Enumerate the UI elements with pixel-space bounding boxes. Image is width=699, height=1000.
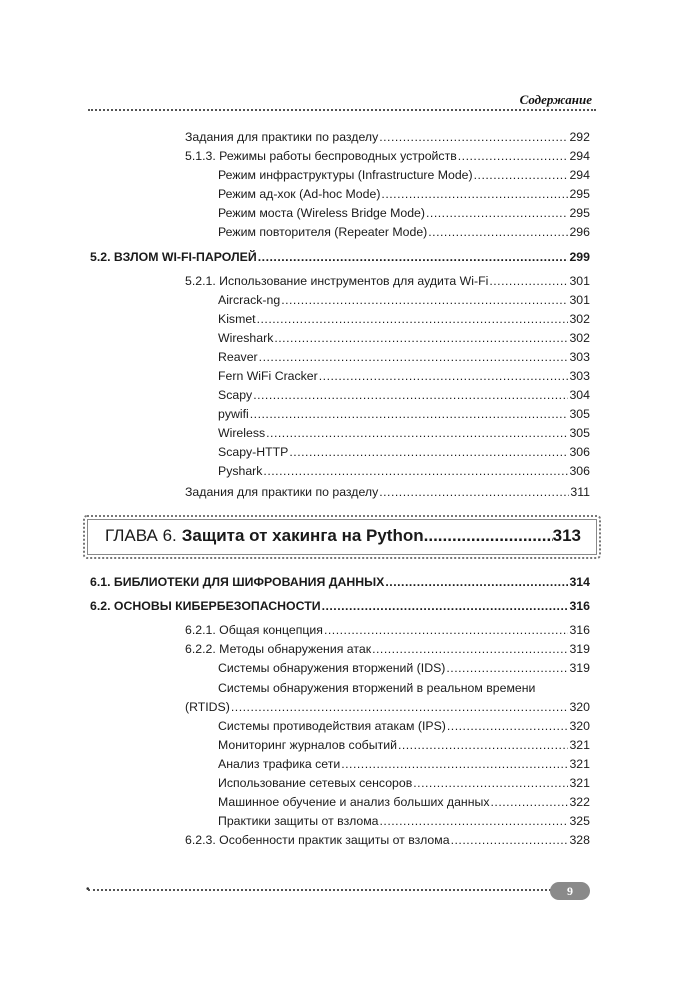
toc-entry-page: 316 [569,623,590,637]
toc-entry[interactable] [185,147,590,166]
header-divider [88,109,596,111]
toc-dot-leader [372,640,568,659]
toc-entry-page: 306 [569,445,590,459]
toc-dot-leader [266,424,568,443]
toc-entry-page: 320 [569,719,590,733]
toc-entry-page: 301 [569,293,590,307]
toc-entry-label: 6.2.1. Общая концепция [185,623,323,637]
toc-entry[interactable] [90,573,590,592]
toc-dot-leader [413,774,568,793]
toc-entry-label: Wireless [218,426,266,440]
toc-entry[interactable] [218,166,590,185]
toc-entry-label: Системы обнаружения вторжений (IDS) [218,661,446,675]
footer-divider [88,889,551,891]
toc-dot-leader [385,573,568,592]
toc-entry-label: Практики защиты от взлома [218,814,379,828]
toc-entry[interactable] [185,272,590,291]
toc-entry[interactable] [218,812,590,831]
toc-entry-page: 320 [569,700,590,714]
toc-entry-label: pywifi [218,407,249,421]
toc-entry-label: Pyshark [218,464,263,478]
toc-entry-label: Scapy-HTTP [218,445,289,459]
toc-entry[interactable] [218,443,590,462]
toc-entry-label: Использование сетевых сенсоров [218,776,413,790]
toc-entry-label: Режим инфраструктуры (Infrastructure Mode) [218,168,473,182]
toc-entry-label: Wireshark [218,331,274,345]
toc-entry-label: Reaver [218,350,258,364]
toc-entry-page: 301 [569,274,590,288]
toc-entry-page: 319 [569,642,590,656]
toc-dot-leader [250,405,569,424]
toc-entry[interactable] [218,204,590,223]
toc-entry-label: 6.1. БИБЛИОТЕКИ ДЛЯ ШИФРОВАНИЯ ДАННЫХ [90,575,385,589]
toc-entry[interactable] [90,597,590,616]
toc-entry-label: Мониторинг журналов событий [218,738,397,752]
toc-entry-page: 305 [569,426,590,440]
toc-entry-page: 302 [569,312,590,326]
toc-entry[interactable] [185,698,590,717]
toc-entry[interactable] [185,483,590,502]
page-number-badge: 9 [550,882,590,900]
toc-entry-label: Fern WiFi Cracker [218,369,318,383]
toc-dot-leader [426,204,568,223]
chapter-dot-leader [424,526,553,546]
toc-entry-page: 296 [569,225,590,239]
toc-entry-label: Задания для практики по разделу [185,485,379,499]
toc-dot-leader [428,223,568,242]
toc-entry[interactable] [185,640,590,659]
toc-entry-label: 5.2. ВЗЛОМ WI-FI-ПАРОЛЕЙ [90,250,257,264]
toc-dot-leader [281,291,568,310]
toc-entry-label: 6.2.2. Методы обнаружения атак [185,642,372,656]
toc-entry-page: 305 [569,407,590,421]
toc-entry-label: Режим повторителя (Repeater Mode) [218,225,428,239]
toc-entry-label: (RTIDS) [185,700,230,714]
toc-dot-leader [458,147,569,166]
toc-dot-leader [451,831,569,850]
toc-entry[interactable] [218,755,590,774]
toc-entry-label: 6.2. ОСНОВЫ КИБЕРБЕЗОПАСНОСТИ [90,599,321,613]
toc-entry[interactable] [218,462,590,481]
toc-entry-label: 6.2.3. Особенности практик защиты от взлома [185,833,450,847]
toc-dot-leader [274,329,568,348]
toc-entry-label: 5.1.3. Режимы работы беспроводных устройств [185,149,457,163]
toc-entry-page: 319 [569,661,590,675]
toc-entry[interactable] [218,348,590,367]
toc-entry-label: Режим моста (Wireless Bridge Mode) [218,206,425,220]
toc-entry-label: Системы противодействия атакам (IPS) [218,719,446,733]
toc-dot-leader [253,386,568,405]
toc-entry[interactable] [218,185,590,204]
toc-entry-label: Aircrack-ng [218,293,281,307]
toc-entry-page: 316 [569,599,590,613]
toc-entry[interactable] [218,223,590,242]
toc-dot-leader [380,812,569,831]
toc-entry-page: 295 [569,187,590,201]
toc-entry[interactable] [218,310,590,329]
toc-entry-page: 314 [569,575,590,589]
toc-entry[interactable] [218,679,638,698]
toc-entry-page: 303 [569,369,590,383]
toc-entry-label: Scapy [218,388,253,402]
toc-entry-page: 299 [569,250,590,264]
toc-entry-page: 302 [569,331,590,345]
toc-entry[interactable] [218,405,590,424]
toc-entry-page: 304 [569,388,590,402]
toc-entry[interactable] [218,793,590,812]
toc-dot-leader [398,736,569,755]
toc-entry-page: 303 [569,350,590,364]
toc-dot-leader [474,166,569,185]
toc-dot-leader [490,793,568,812]
toc-dot-leader [322,597,569,616]
toc-entry-page: 292 [569,130,590,144]
toc-entry-label: Режим ад-хок (Ad-hoc Mode) [218,187,381,201]
toc-entry[interactable] [218,291,590,310]
chapter-page-number: 313 [552,526,581,545]
toc-dot-leader [447,717,569,736]
toc-dot-leader [489,272,568,291]
toc-entry-page: 311 [570,485,590,499]
toc-entry-label: Kismet [218,312,256,326]
toc-dot-leader [289,443,568,462]
toc-dot-leader [446,659,568,678]
toc-entry-page: 294 [569,168,590,182]
toc-entry[interactable] [90,248,590,267]
toc-entry-label: Анализ трафика сети [218,757,341,771]
toc-entry-page: 328 [569,833,590,847]
toc-entry-page: 321 [569,738,590,752]
toc-entry-page: 325 [569,814,590,828]
toc-entry-page: 321 [569,757,590,771]
toc-entry-page: 306 [569,464,590,478]
toc-dot-leader [379,128,568,147]
toc-dot-leader [263,462,568,481]
toc-dot-leader [379,483,569,502]
toc-entry-page: 295 [569,206,590,220]
toc-entry-label: 5.2.1. Использование инструментов для аудита Wi-Fi [185,274,489,288]
toc-entry-page: 322 [569,795,590,809]
toc-entry[interactable] [218,736,590,755]
toc-entry[interactable] [185,831,590,850]
toc-entry[interactable] [218,329,590,348]
toc-dot-leader [259,348,569,367]
toc-entry[interactable] [185,621,590,640]
toc-entry-page: 294 [569,149,590,163]
toc-entry-label: Системы обнаружения вторжений в реальном времени [218,681,536,695]
toc-entry[interactable] [218,774,590,793]
toc-entry-label: Задания для практики по разделу [185,130,379,144]
toc-dot-leader [319,367,569,386]
chapter-number: ГЛАВА 6. [105,526,177,545]
toc-entry[interactable] [185,128,590,147]
toc-entry[interactable] [218,717,590,736]
running-header-title: Содержание [519,92,592,107]
toc-dot-leader [257,310,569,329]
toc-entry-page: 321 [569,776,590,790]
chapter-title: Защита от хакинга на Python [181,526,424,545]
footer-bullet: • [86,884,90,895]
toc-dot-leader [381,185,568,204]
toc-entry[interactable] [218,424,590,443]
chapter-heading [105,526,581,546]
toc-entry[interactable] [218,367,590,386]
toc-entry-label: Машинное обучение и анализ больших данных [218,795,490,809]
toc-entry[interactable] [218,659,590,678]
toc-dot-leader [258,248,569,267]
toc-entry[interactable] [218,386,590,405]
toc-dot-leader [231,698,569,717]
toc-dot-leader [324,621,569,640]
chapter-heading-box[interactable] [83,515,601,559]
toc-dot-leader [341,755,568,774]
